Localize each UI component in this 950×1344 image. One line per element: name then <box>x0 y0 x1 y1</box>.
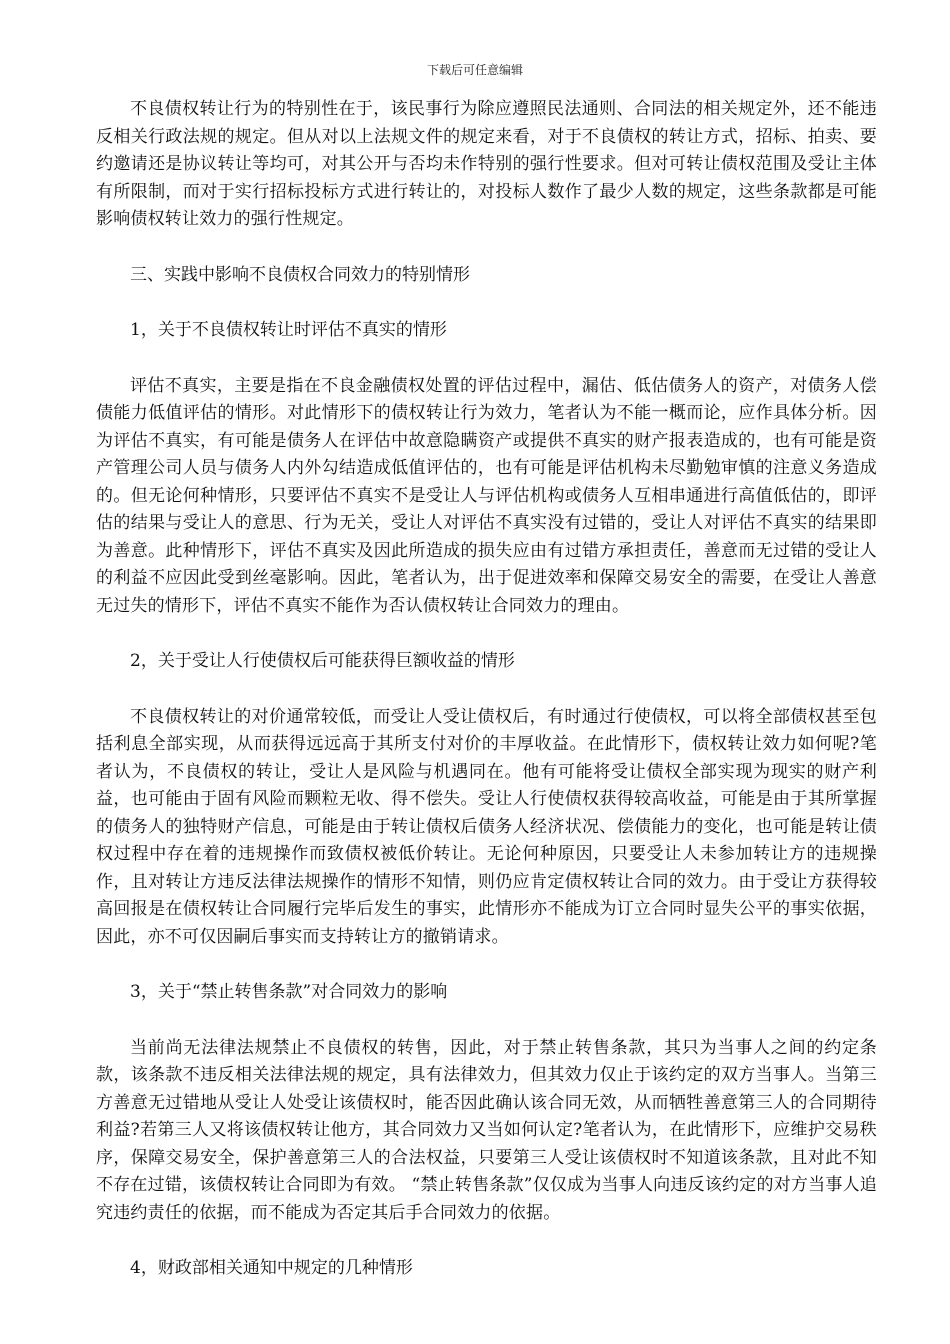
subheading-2: 2，关于受让人行使债权后可能获得巨额收益的情形 <box>130 651 515 671</box>
subheading-3: 3，关于“禁止转售条款”对合同效力的影响 <box>130 982 448 1002</box>
subheading-1: 1，关于不良债权转让时评估不真实的情形 <box>130 320 447 340</box>
document-body <box>96 96 877 1311</box>
paragraph-resale-clause: 当前尚无法律法规禁止不良债权的转售，因此，对于禁止转售条款，其只为当事人之间的约定条款，该条款不违反相关法律法规的规定，具有法律效力，但其效力仅止于该约定的双方当事人。当第三方善意无过错地从受让人处受让该债权时，能否因此确认该合同无效，从而牺牲善意第三人的合同期待利益?若第三人又将该债权转让他方，其合同效力又当如何认定?笔者认为，在此情形下，应维护交易秩序，保障交易安全，保护善意第三人的合法权益，只要第三人受让该债权时不知道该条款，且对此不知不存在过错，该债权转让合同即为有效。 “禁止转售条款”仅仅成为当事人向违反该约定的对方当事人追究违约责任的依据，而不能成为否定其后手合同效力的依据。 <box>96 1037 877 1223</box>
subheading-4: 4，财政部相关通知中规定的几种情形 <box>130 1258 413 1278</box>
page-header: 下载后可任意编辑 <box>426 63 523 77</box>
paragraph-high-return: 不良债权转让的对价通常较低，而受让人受让债权后，有时通过行使债权，可以将全部债权甚至包括利息全部实现，从而获得远远高于其所支付对价的丰厚收益。在此情形下，债权转让效力如何呢?笔者认为，不良债权的转让，受让人是风险与机遇同在。他有可能将受让债权全部实现为现实的财产利益，也可能由于固有风险而颗粒无收、得不偿失。受让人行使债权获得较高收益，可能是由于其所掌握的债务人的独特财产信息，可能是由于转让债权后债务人经济状况、偿债能力的变化，也可能是转让债权过程中存在着的违规操作而致债权被低价转让。无论何种原因，只要受让人未参加转让方的违规操作，且对转让方违反法律法规操作的情形不知情，则仍应肯定债权转让合同的效力。由于受让方获得较高回报是在债权转让合同履行完毕后发生的事实，此情形亦不能成为订立合同时显失公平的事实依据，因此，亦不可仅因嗣后事实而支持转让方的撤销请求。 <box>96 706 877 947</box>
paragraph-valuation: 评估不真实，主要是指在不良金融债权处置的评估过程中，漏估、低估债务人的资产，对债务人偿债能力低值评估的情形。对此情形下的债权转让行为效力，笔者认为不能一概而论，应作具体分析。因为评估不真实，有可能是债务人在评估中故意隐瞒资产或提供不真实的财产报表造成的，也有可能是资产管理公司人员与债务人内外勾结造成低值评估的，也有可能是评估机构未尽勤勉审慎的注意义务造成的。但无论何种情形，只要评估不真实不是受让人与评估机构或债务人互相串通进行高值低估的，即评估的结果与受让人的意思、行为无关，受让人对评估不真实没有过错的，受让人对评估不真实的结果即为善意。此种情形下，评估不真实及因此所造成的损失应由有过错方承担责任，善意而无过错的受让人的利益不应因此受到丝毫影响。因此，笔者认为，出于促进效率和保障交易安全的需要，在受让人善意无过失的情形下，评估不真实不能作为否认债权转让合同效力的理由。 <box>96 375 877 616</box>
paragraph-transfer-specialty: 不良债权转让行为的特别性在于，该民事行为除应遵照民法通则、合同法的相关规定外，还不能违反相关行政法规的规定。但从对以上法规文件的规定来看，对于不良债权的转让方式，招标、拍卖、要约邀请还是协议转让等均可，对其公开与否均未作特别的强行性要求。但对可转让债权范围及受让主体有所限制，而对于实行招标投标方式进行转让的，对投标人数作了最少人数的规定，这些条款都是可能影响债权转让效力的强行性规定。 <box>96 99 877 229</box>
section-heading-3: 三、实践中影响不良债权合同效力的特别情形 <box>130 264 470 285</box>
